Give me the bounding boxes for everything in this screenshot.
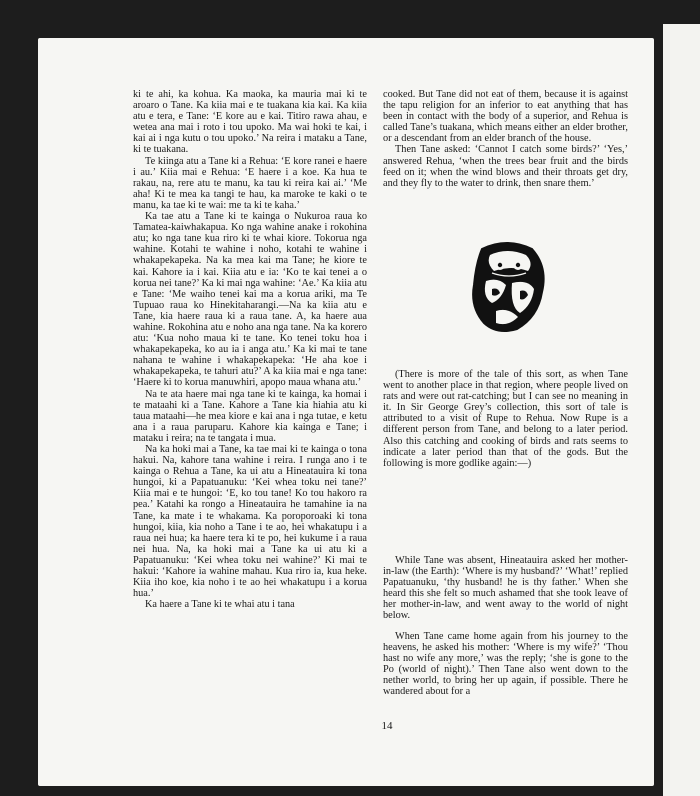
- right-column-top-text: [383, 89, 628, 189]
- right-paragraph-return: When Tane came home again from his journey to the heavens, he asked his mother: ‘Where is my wife?’ ‘Thou hast no wife any more,’ was the reply; ‘she is gone to the Po (world of night).’ Then Tane also went down to the nether world, to bring her up again, if possible. There he wandered about for a: [383, 631, 628, 698]
- right-column-return: [383, 631, 628, 698]
- page-number: 14: [381, 720, 393, 732]
- left-paragraph-1: ki te ahi, ka kohua. Ka maoka, ka mauria mai ki te aroaro o Tane. Ka kiia mai e te tuakana kia kai. Ka kiia atu e tera, e Tane: ‘E kore au e kai. Titiro rawa ahau, e wetea ana mai i roto i tou upoko. Ma wai hoki te kai, i kai ai i nga kutu o tou upoko.’ Na reira i mataku a Tane, ki te tuakana.: [133, 89, 367, 156]
- right-column-hineatauira: [383, 555, 628, 622]
- left-column-maori-text: [133, 89, 367, 610]
- left-paragraph-3: Ka tae atu a Tane ki te kainga o Nukuroa raua ko Tamatea-kaiwhakapua. Ko nga wahine anake i rokohina atu; ko nga tane kua riro ki te whai kiore. Tokorua nga wahine. Kotahi te wahine i noho, kotahi te wahine i whakapekapeka. Na ka mea kai ma Tane; he kiore te kai. Kahore ia i kai. Kiia atu e ia: ‘Ko te kai tenei a o korua nei tane?’ Ka ki mai nga wahine: ‘Ae.’ Ka kiia atu e Tane: ‘Me waiho tenei kai ma a korua ariki, ma Te Tupuao raua ko Hinekitaharangi.—Na ka kiia atu e Tane, kia haere raua ki a raua tane. A, ka haere aua wahine. Rokohina atu e noho ana nga tane. Na ka korero atu: ‘Kua noho maua ki te tane. Ko tenei toku hoa i whakapekapeka, ko au ia i anga atu.’ Ka ki mai te tane nahana te wahine i whakapekapeka: ‘He aha koe i whakapekapeka, te tahuri atu?’ A ka kiia mai e nga tane: ‘Haere ki to korua manuwhiri, apopo maua whana atu.’: [133, 211, 367, 389]
- maori-carved-figure-icon: [462, 237, 552, 335]
- left-paragraph-4: Na te ata haere mai nga tane ki te kainga, ka homai i te mataahi ki a Tane. Kahore a Tane kia hiahia atu ki taua mataahi—he mea kiore e kai ana i nga tutae, e ketu ana i a raua paruparu. Kahore kia kainga e Tane; i mataku i reira; na te tangata i mua.: [133, 388, 367, 444]
- next-page-edge: [663, 24, 700, 796]
- left-paragraph-5: Na ka hoki mai a Tane, ka tae mai ki te kainga o tona hakui. Na, kahore tana wahine i reira. I runga ano i te kainga o Rehua a Tane, ka ui atu a Hineatauira ki tona hungoi, ki a Papatuanuku: ‘Kei whea toku nei tane?’ Kiia mai e te hungoi: ‘E, ko tou tane! Ko tou hakoro ra pea.’ Katahi ka rongo a Hineatauira he tamahine ia na Tane, ka mate i te whakama. Ka poroporoaki ki tona hungoi, kiia, kia noho a Tane i te ao, hei whakatupu i a raua nei hua; ka haere tera ki te po, hei kukume i a raua nei hua. Na, ka hoki mai a Tane ka ui atu ki a Papatuanuku: ‘Kei whea toku nei wahine?’ Ki mai te hakui: ‘Kahore ia wahine mahau. Kua riro ia, kua heke. Kiia iho koe, kia noho i te ao hei whakatupu i a korua hua.’: [133, 444, 367, 600]
- right-paragraph-hineatauira: While Tane was absent, Hineatauira asked her mother-in-law (the Earth): ‘Where is my husband?’ ‘What!’ replied Papatuanuku, ‘thy husband! he is thy father.’ When she heard this she felt so much ashamed that she took leave of her mother-in-law, and went away to the world of night below.: [383, 555, 628, 622]
- left-paragraph-6: Ka haere a Tane ki te whai atu i tana: [145, 599, 295, 611]
- right-paragraph-birds: Then Tane asked: ‘Cannot I catch some birds?’ ‘Yes,’ answered Rehua, ‘when the trees bear fruit and the birds feed on it; when the wind blows and their throats get dry, and they fly to the water to drink, then snare them.’: [383, 144, 628, 189]
- right-column-note: [383, 369, 628, 469]
- right-paragraph-note: (There is more of the tale of this sort, as when Tane went to another place in that region, where people lived on rats and were out rat-catching; but I can see no meaning in it. In Sir George Grey’s collection, this sort of tale is attributed to a visit of Rupe to Rehua. Now Rupe is a different person from Tane, and belong to a later period. Also this catching and cooking of birds and rats seems to indicate a later period than that of the gods. But the following is more godlike again:—): [383, 369, 628, 469]
- left-paragraph-2: Te kiinga atu a Tane ki a Rehua: ‘E kore ranei e haere i au.’ Kiia mai e Rehua: ‘E haere i a koe. Ka hua te rakau, na, rere atu te manu, ka tau ki reira kai ai.’ ‘Me aha! Ki te mea ka tangi te hau, ka maroke te kaki o te manu, ka tae ki te wai: me ta ki te kaha.’: [133, 155, 367, 211]
- right-paragraph-cooked: cooked. But Tane did not eat of them, because it is against the tapu religion for an inferior to eat anything that has been in contact with the body of a superior, and Rehua is called Tane’s tuakana, which means either an elder brother, or a descendant from an elder branch of the house.: [383, 89, 628, 145]
